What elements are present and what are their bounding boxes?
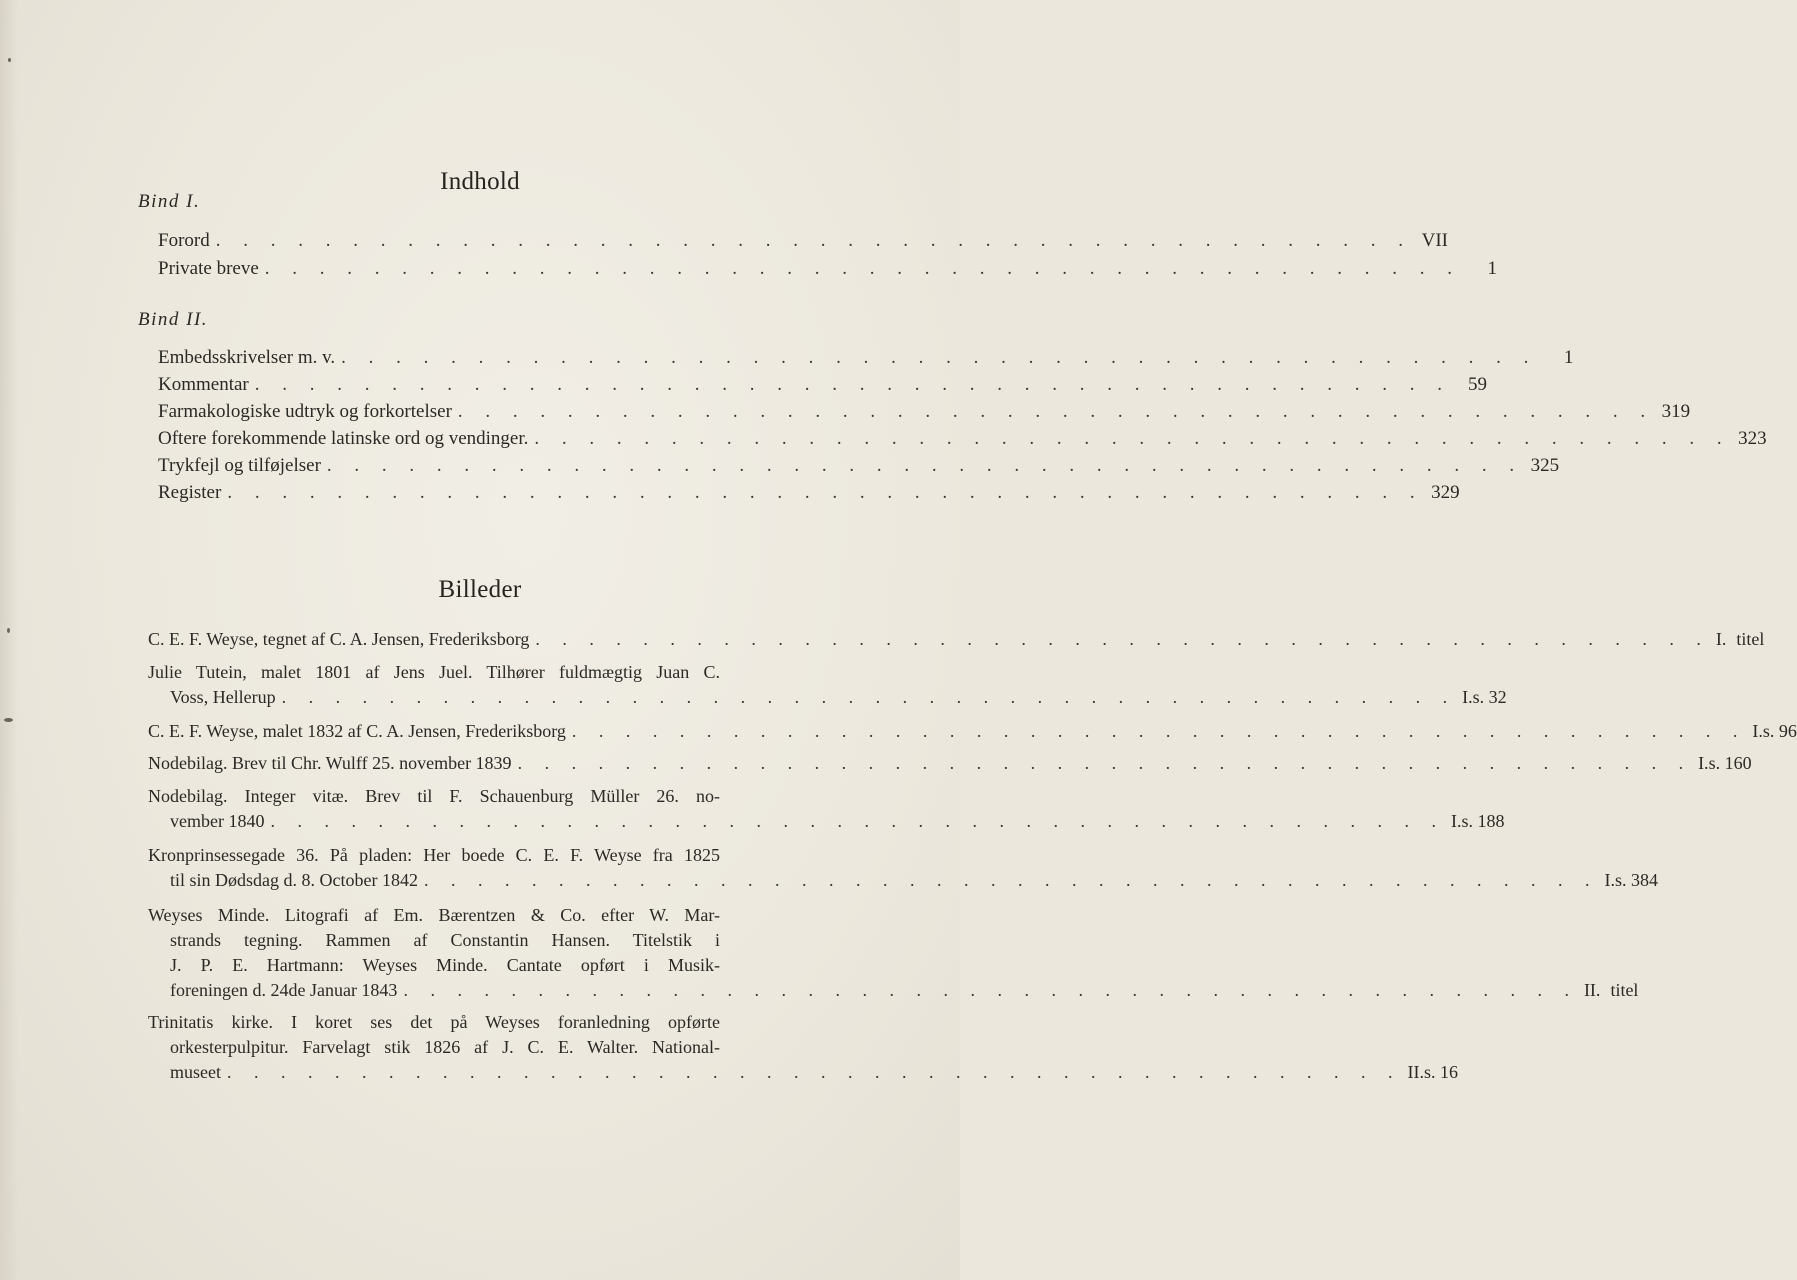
illustration-caption-line: Kronprinsessegade 36. På pladen: Her boede C. E. F. Weyse fra 1825 (148, 845, 720, 865)
toc-entry-title: Trykfejl og tilføjelser (158, 455, 321, 476)
illustration-caption-last-line (148, 1060, 1459, 1085)
illustrations-heading: Billeder (438, 576, 522, 603)
illustration-caption: til sin Dødsdag d. 8. October 1842 (170, 870, 418, 890)
paper-speck (4, 718, 13, 722)
dot-leader: . . . . . . . . . . . . . . . . . . . . . . . . . . . . . . . . . . . . . . . . . . . . (215, 230, 1412, 251)
volume-1-label: Bind I. (138, 191, 201, 212)
illustration-entry (148, 719, 1797, 744)
illustration-position: s. 384 (1614, 870, 1658, 890)
dot-leader: . . . . . . . . . . . . . . . . . . . . . . . . . . . . . . . . . . . . . . . . . . . . (326, 455, 1524, 476)
dot-leader: . . . . . . . . . . . . . . . . . . . . . . . . . . . . . . . . . . . . . . . . . . . . (571, 721, 1747, 741)
illustration-volume: II. (1407, 1062, 1424, 1082)
illustration-position: titel (1610, 980, 1639, 1000)
illustration-reference (1462, 685, 1507, 710)
toc-entry-title: Forord (158, 230, 210, 251)
dot-leader: . . . . . . . . . . . . . . . . . . . . . . . . . . . . . . . . . . . . . . . . . . . . (535, 629, 1710, 649)
toc-entry (158, 399, 1691, 425)
illustration-reference (1752, 719, 1797, 744)
illustration-volume: I. (1752, 721, 1763, 741)
illustration-volume: I. (1462, 687, 1473, 707)
illustration-caption-last-line (148, 868, 1658, 893)
dot-leader: . . . . . . . . . . . . . . . . . . . . . . . . . . . . . . . . . . . . . . . . . . . . (423, 870, 1599, 890)
toc-entry (158, 228, 1448, 254)
illustration-entry (148, 843, 1658, 893)
illustration-caption: C. E. F. Weyse, malet 1832 af C. A. Jensen, Frederiksborg (148, 721, 566, 741)
illustration-caption-line: Nodebilag. Integer vitæ. Brev til F. Schauenburg Müller 26. no- (148, 786, 720, 806)
toc-entry (158, 372, 1488, 398)
toc-entry (158, 345, 1574, 371)
illustration-entry (148, 627, 1765, 652)
volume-2-label: Bind II. (138, 309, 209, 330)
illustration-caption: vember 1840 (170, 811, 265, 831)
illustration-caption-last-line (148, 627, 1765, 652)
illustration-entry (148, 1010, 1459, 1085)
illustration-reference (1408, 1060, 1459, 1085)
illustration-caption-last-line (148, 751, 1752, 776)
toc-entry (158, 480, 1460, 506)
illustration-caption-line: J. P. E. Hartmann: Weyses Minde. Cantate opført i Musik- (170, 955, 720, 975)
toc-entry-page: 325 (1530, 455, 1560, 476)
toc-entry-page: 1 (1487, 258, 1498, 279)
toc-entry (158, 453, 1560, 479)
illustration-reference (1716, 627, 1765, 652)
illustration-caption-line: strands tegning. Rammen af Constantin Hansen. Titelstik i (170, 930, 720, 950)
illustration-reference (1604, 868, 1658, 893)
illustration-volume: I. (1698, 753, 1709, 773)
dot-leader: . . . . . . . . . . . . . . . . . . . . . . . . . . . . . . . . . . . . . . . . . . . . (534, 428, 1731, 449)
toc-entry-page: 1 (1563, 347, 1574, 368)
contents-heading: Indhold (440, 168, 520, 195)
illustration-position: titel (1736, 629, 1765, 649)
dot-leader: . . . . . . . . . . . . . . . . . . . . . . . . . . . . . . . . . . . . . . . . . . . . (270, 811, 1445, 831)
illustration-entry (148, 903, 1639, 1003)
illustration-caption-last-line (148, 809, 1505, 834)
toc-entry-title: Register (158, 482, 222, 503)
illustration-reference (1584, 978, 1639, 1003)
dot-leader: . . . . . . . . . . . . . . . . . . . . . . . . . . . . . . . . . . . . . . . . . . . . (403, 980, 1578, 1000)
toc-entry-page: 329 (1431, 482, 1460, 503)
illustration-caption-last-line (148, 978, 1639, 1003)
illustration-caption-line: orkesterpulpitur. Farvelagt stik 1826 af J. C. E. Walter. National- (170, 1037, 720, 1057)
dot-leader: . . . . . . . . . . . . . . . . . . . . . . . . . . . . . . . . . . . . . . . . . . . . (227, 1062, 1402, 1082)
dot-leader: . . . . . . . . . . . . . . . . . . . . . . . . . . . . . . . . . . . . . . . . . . . . (264, 258, 1462, 279)
illustration-volume: I. (1450, 811, 1462, 831)
toc-entry (158, 426, 1767, 452)
illustration-position: s. 160 (1708, 753, 1752, 773)
dot-leader: . . . . . . . . . . . . . . . . . . . . . . . . . . . . . . . . . . . . . . . . . . . . (227, 482, 1424, 503)
illustration-caption: Voss, Hellerup (170, 687, 276, 707)
paper-speck (8, 58, 11, 62)
toc-entry-title: Farmakologiske udtryk og forkortelser (158, 401, 452, 422)
illustration-caption-last-line (148, 685, 1507, 710)
dot-leader: . . . . . . . . . . . . . . . . . . . . . . . . . . . . . . . . . . . . . . . . . . . . (281, 687, 1457, 707)
illustration-volume: I. (1715, 629, 1727, 649)
toc-entry-title: Kommentar (158, 374, 249, 395)
dot-leader: . . . . . . . . . . . . . . . . . . . . . . . . . . . . . . . . . . . . . . . . . . . . (341, 347, 1538, 368)
toc-entry-page: VII (1421, 230, 1448, 251)
paper-speck (7, 628, 10, 633)
toc-entry-title: Embedsskrivelser m. v. (158, 347, 336, 368)
illustration-position: s. 16 (1424, 1062, 1459, 1082)
illustration-entry (148, 784, 1505, 834)
illustration-entry (148, 751, 1752, 776)
toc-entry-title: Oftere forekommende latinske ord og vendinger. (158, 428, 529, 449)
illustration-caption-line: Trinitatis kirke. I koret ses det på Weyses foranledning opførte (148, 1012, 720, 1032)
illustration-caption: foreningen d. 24de Januar 1843 (170, 980, 398, 1000)
illustration-position: s. 96 (1762, 721, 1797, 741)
toc-entry-page: 59 (1468, 374, 1488, 395)
toc-entry (158, 256, 1498, 282)
illustration-caption: C. E. F. Weyse, tegnet af C. A. Jensen, Frederiksborg (148, 629, 530, 649)
illustration-volume: I. (1604, 870, 1615, 890)
toc-entry-page: 319 (1661, 401, 1691, 422)
dot-leader: . . . . . . . . . . . . . . . . . . . . . . . . . . . . . . . . . . . . . . . . . . . . (517, 753, 1693, 773)
illustration-reference (1698, 751, 1752, 776)
dot-leader: . . . . . . . . . . . . . . . . . . . . . . . . . . . . . . . . . . . . . . . . . . . . (254, 374, 1452, 395)
illustration-caption: Nodebilag. Brev til Chr. Wulff 25. november 1839 (148, 753, 512, 773)
dot-leader: . . . . . . . . . . . . . . . . . . . . . . . . . . . . . . . . . . . . . . . . . . . . (457, 401, 1655, 422)
illustration-entry (148, 660, 1507, 710)
toc-entry-title: Private breve (158, 258, 259, 279)
illustration-position: s. 188 (1461, 811, 1505, 831)
illustration-caption-line: Weyses Minde. Litografi af Em. Bærentzen & Co. efter W. Mar- (148, 905, 720, 925)
illustration-caption: museet (170, 1062, 221, 1082)
illustration-caption-line: Julie Tutein, malet 1801 af Jens Juel. Tilhører fuldmægtig Juan C. (148, 662, 720, 682)
illustration-caption-last-line (148, 719, 1797, 744)
illustration-position: s. 32 (1472, 687, 1507, 707)
illustration-volume: II. (1583, 980, 1601, 1000)
illustration-reference (1451, 809, 1505, 834)
toc-entry-page: 323 (1738, 428, 1767, 449)
